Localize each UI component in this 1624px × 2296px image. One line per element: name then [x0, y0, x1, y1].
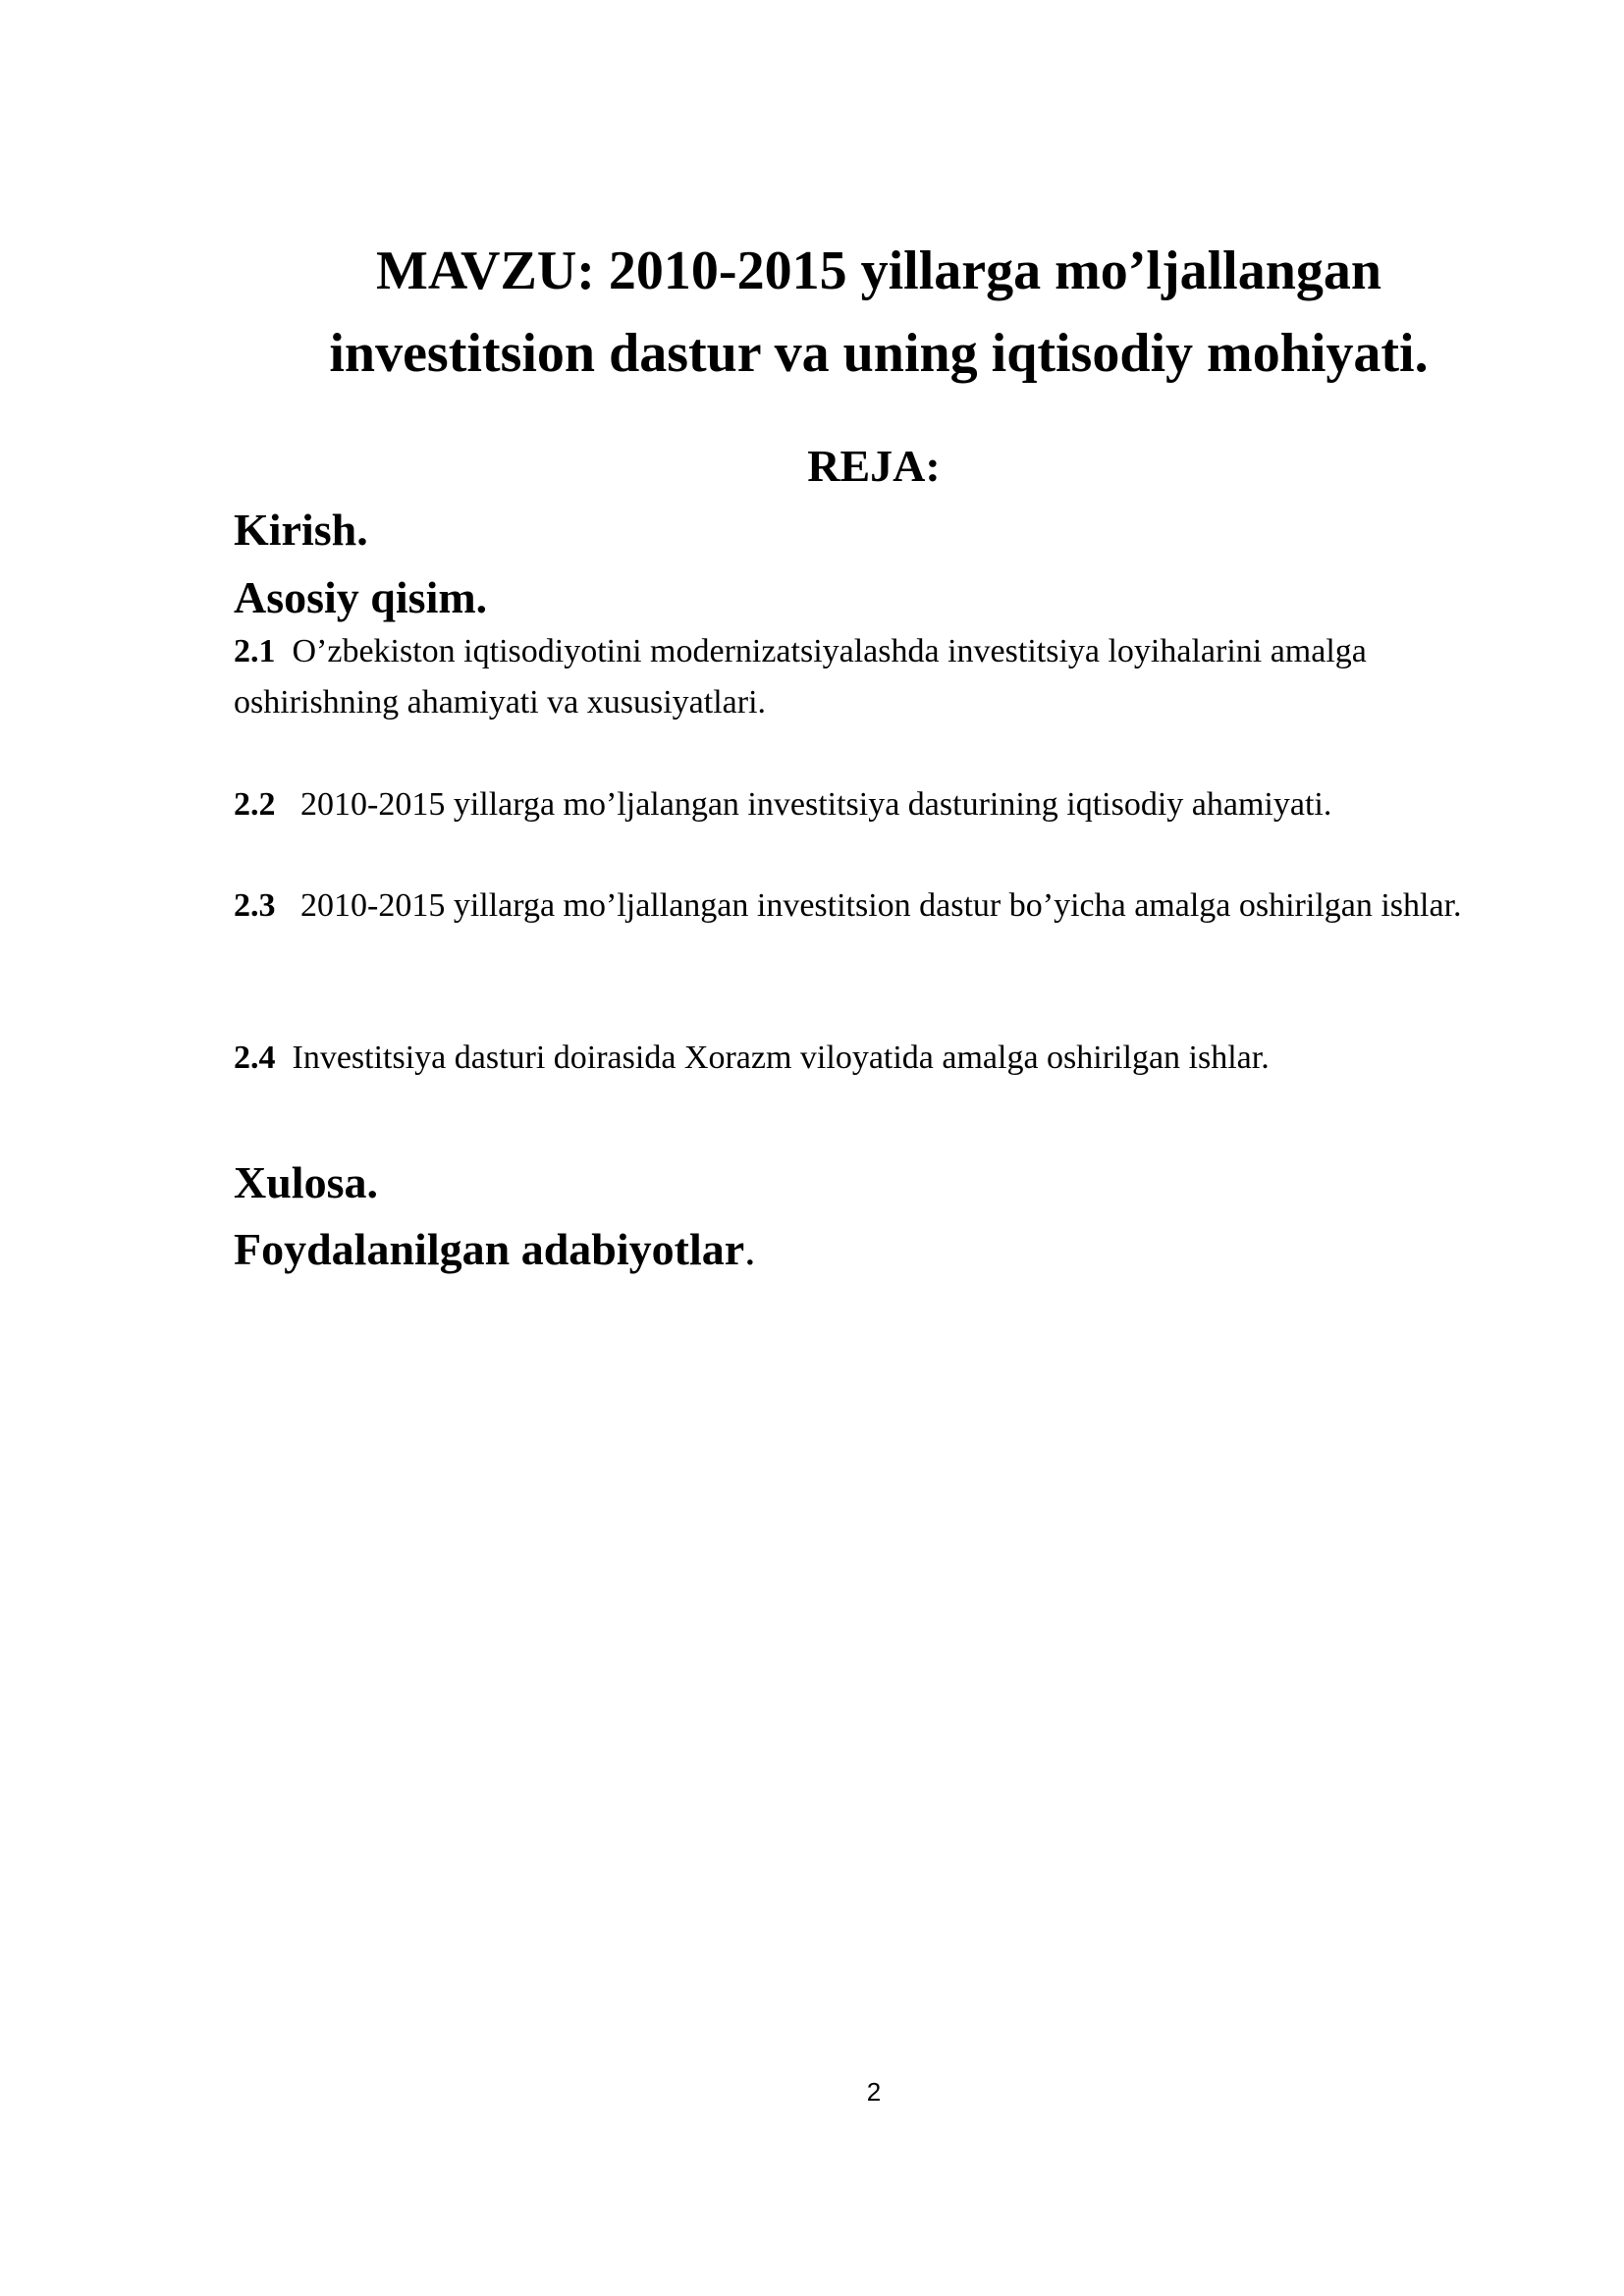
plan-heading: REJA:: [807, 441, 941, 491]
subsection-item-2-4: [234, 1033, 1510, 1084]
subsection-item-2-2: [234, 779, 1510, 830]
section-label: Foydalanilgan adabiyotlar: [234, 1224, 745, 1274]
section-label: Asosiy qisim.: [234, 572, 488, 622]
subsection-text: Investitsiya dasturi doirasida Xorazm viloyatida amalga oshirilgan ishlar.: [292, 1040, 1270, 1076]
subsection-number: 2.1: [234, 633, 276, 669]
subsection-item-2-1: [234, 626, 1510, 728]
title-line-2: investitsion dastur va uning iqtisodiy mohiyati.: [329, 323, 1429, 384]
section-label: Kirish.: [234, 505, 368, 555]
subsection-number: 2.3: [234, 887, 276, 924]
subsection-text: 2010-2015 yillarga mo’ljalangan investitsiya dasturining iqtisodiy ahamiyati.: [300, 786, 1332, 823]
subsection-text: 2010-2015 yillarga mo’ljallangan investitsion dastur bo’yicha amalga oshirilgan ishlar.: [300, 887, 1462, 924]
section-trailing-period: .: [744, 1224, 756, 1274]
subsection-number: 2.4: [234, 1040, 276, 1076]
subsection-item-2-3: [234, 881, 1510, 932]
section-label: Xulosa.: [234, 1157, 378, 1207]
section-label-wrap: [234, 1224, 756, 1274]
subsection-text: O’zbekiston iqtisodiyotini modernizatsiyalashda investitsiya loyihalarini amalga oshirishning ahamiyati va xususiyatlari.: [234, 633, 1367, 721]
subsection-number: 2.2: [234, 786, 276, 823]
title-line-1: MAVZU: 2010-2015 yillarga mo’ljallangan: [375, 240, 1382, 301]
page-number: 2: [866, 2077, 882, 2107]
